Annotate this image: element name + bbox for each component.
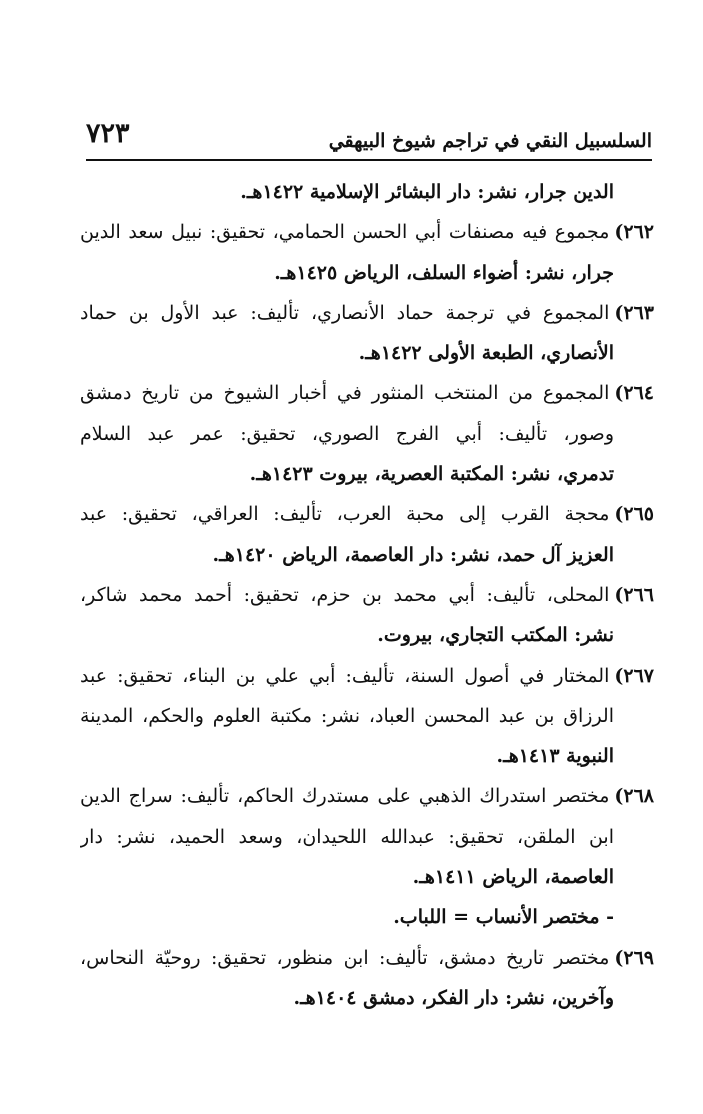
entry-number: ٢٦٦) — [614, 583, 654, 606]
entry-text: محجة القرب إلى محبة العرب، تأليف: العراقي، تحقيق: عبد — [80, 503, 610, 526]
entry-line — [80, 938, 654, 978]
bibliography-entry-265 — [80, 494, 654, 575]
entry-number: ٢٦٧) — [614, 664, 654, 687]
entry-line: الرزاق بن عبد المحسن العباد، نشر: مكتبة العلوم والحكم، المدينة — [80, 704, 614, 727]
entry-number: ٢٦٨) — [614, 785, 654, 808]
entry-line: الدين جرار، نشر: دار البشائر الإسلامية ١٤٢٢هـ. — [240, 181, 614, 203]
entry-number: ٢٦٣) — [614, 301, 654, 324]
bibliography-list — [80, 172, 654, 1018]
entry-text: مجموع فيه مصنفات أبي الحسن الحمامي، تحقيق: نبيل سعد الدين — [80, 221, 610, 244]
entry-line — [80, 494, 654, 534]
entry-text: مختصر استدراك الذهبي على مستدرك الحاكم، تأليف: سراج الدين — [80, 785, 610, 808]
entry-text: المجموع من المنتخب المنثور في أخبار الشيوخ من تاريخ دمشق — [80, 382, 610, 405]
bibliography-entry-268 — [80, 776, 654, 897]
entry-line: النبوية ١٤١٣هـ. — [496, 745, 614, 768]
entry-line: وصور، تأليف: أبي الفرج الصوري، تحقيق: عمر عبد السلام — [80, 422, 614, 445]
entry-text: المجموع في ترجمة حماد الأنصاري، تأليف: عبد الأول بن حماد — [80, 301, 610, 324]
page-header — [86, 112, 652, 160]
entry-number: ٢٦٤) — [614, 382, 654, 405]
bibliography-entry-continuation — [80, 172, 654, 212]
entry-text: المختار في أصول السنة، تأليف: أبي علي بن البناء، تحقيق: عبد — [80, 664, 610, 687]
entry-line: الأنصاري، الطبعة الأولى ١٤٢٢هـ. — [358, 342, 614, 365]
entry-line — [80, 212, 654, 252]
header-rule — [86, 159, 652, 161]
page-number: ٧٢٣ — [86, 118, 130, 149]
bibliography-entry-269 — [80, 938, 654, 1019]
entry-line: العزيز آل حمد، نشر: دار العاصمة، الرياض ١٤٢٠هـ. — [212, 543, 614, 566]
entry-number: ٢٦٩) — [614, 946, 654, 969]
bibliography-entry-266 — [80, 575, 654, 656]
entry-number: ٢٦٢) — [614, 221, 654, 244]
entry-line: العاصمة، الرياض ١٤١١هـ. — [412, 866, 614, 889]
running-title: السلسبيل النقي في تراجم شيوخ البيهقي — [328, 130, 652, 152]
entry-line — [80, 373, 654, 413]
entry-line: - مختصر الأنساب = اللباب. — [393, 906, 614, 929]
entry-line: نشر: المكتب التجاري، بيروت. — [377, 624, 614, 647]
entry-line: جرار، نشر: أضواء السلف، الرياض ١٤٢٥هـ. — [274, 261, 614, 284]
entry-text: المحلى، تأليف: أبي محمد بن حزم، تحقيق: أحمد محمد شاكر، — [80, 583, 610, 606]
entry-line — [80, 656, 654, 696]
entry-line: ابن الملقن، تحقيق: عبدالله اللحيدان، وسعد الحميد، نشر: دار — [80, 825, 614, 848]
entry-number: ٢٦٥) — [614, 503, 654, 526]
entry-line: تدمري، نشر: المكتبة العصرية، بيروت ١٤٢٣هـ. — [249, 463, 614, 486]
entry-line: وآخرين، نشر: دار الفكر، دمشق ١٤٠٤هـ. — [293, 986, 614, 1009]
cross-reference — [80, 897, 654, 937]
entry-text: مختصر تاريخ دمشق، تأليف: ابن منظور، تحقيق: روحيّة النحاس، — [80, 946, 610, 969]
bibliography-entry-262 — [80, 212, 654, 293]
bibliography-entry-264 — [80, 373, 654, 494]
bibliography-entry-263 — [80, 293, 654, 374]
entry-line — [80, 293, 654, 333]
entry-line — [80, 575, 654, 615]
entry-line — [80, 776, 654, 816]
bibliography-entry-267 — [80, 656, 654, 777]
